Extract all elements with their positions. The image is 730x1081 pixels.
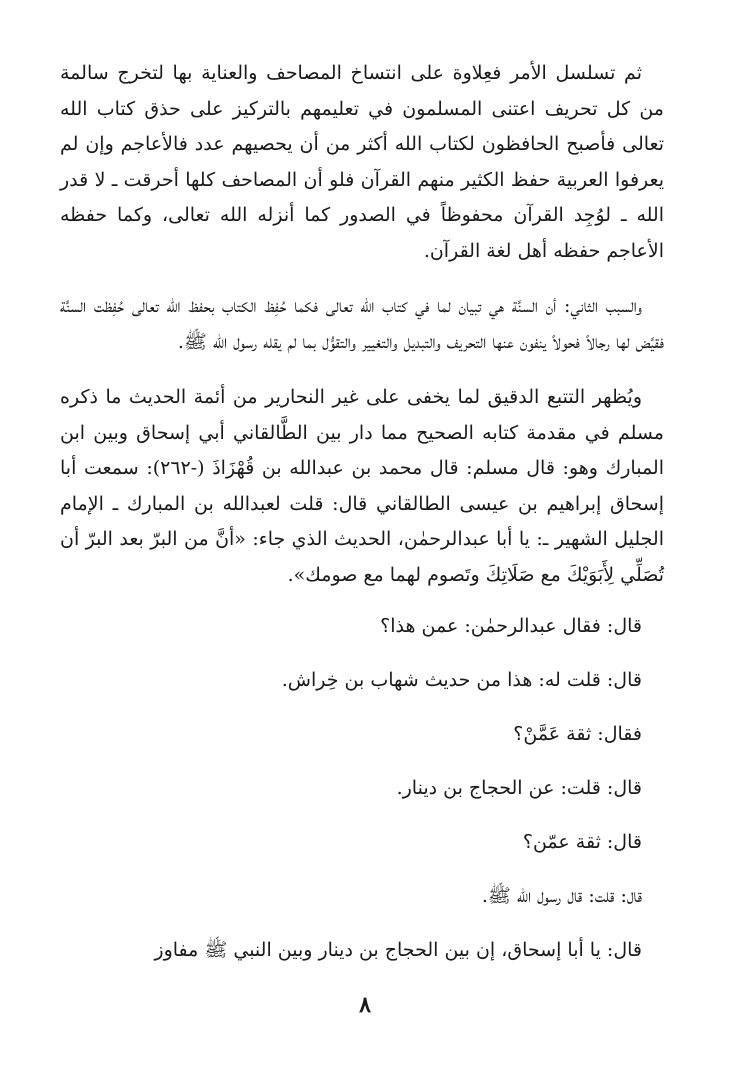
dialogue-list (60, 613, 664, 964)
dialogue-line: قال: يا أبا إسحاق، إن بين الحجاج بن دينار وبين النبي ﷺ مفاوز (154, 939, 642, 961)
dialogue-line: فقال: ثقة عَمَّنْ؟ (513, 723, 642, 745)
dialogue-line: قال: فقال عبدالرحمٰن: عمن هذا؟ (380, 615, 642, 637)
page-body (60, 56, 664, 964)
dialogue-line: قال: قلت: قال رسول الله ﷺ. (481, 885, 642, 907)
page-number: ٨ (359, 992, 371, 1018)
dialogue-line: قال: ثقة عمّن؟ (522, 831, 642, 853)
dialogue-line: قال: قلت: عن الحجاج بن دينار. (396, 777, 642, 799)
paragraph-muslim-introduction: ويُظهر التتبع الدقيق لما يخفى على غير النحارير من أئمة الحديث ما ذكره مسلم في مقدمة كتابه الصحيح مما دار بين الطَّالقاني أبي إسحاق وبين ابن المبارك وهو: قال مسلم: قال محمد بن عبدالله بن قُهْزَاذَ (-٢٦٢): سمعت أبا إسحاق إبراهيم بن عيسى الطالقاني قال: قلت لعبدالله بن المبارك ـ الإمام الجليل الشهير ـ: يا أبا عبدالرحمٰن، الحديث الذي جاء: «أنَّ من البرّ بعد البرّ أن تُصَلِّي لِأَبَوَيْكَ مع صَلَاتِكَ وتَصوم لهما مع صومك». (60, 386, 664, 586)
dialogue-line: قال: قلت له: هذا من حديث شهاب بن خِراش. (281, 669, 642, 691)
paragraph-preservation: ثم تسلسل الأمر فعِلاوة على انتساخ المصاحف والعناية بها لتخرج سالمة من كل تحريف اعتنى المسلمون في تعليمهم بالتركيز على حذق كتاب الله تعالى فأصبح الحافظون لكتاب الله أكثر من أن يحصيهم عدد فالأعاجم وإن لم يعرفوا العربية حفظ الكثير منهم القرآن فلو أن المصاحف كلها أحرقت ـ لا قدر الله ـ لوُجِد القرآن محفوظاً في الصدور كما أنزله الله تعالى، وكما حفظه الأعاجم حفظه أهل لغة القرآن. (60, 62, 664, 262)
paragraph-second-reason: والسبب الثاني: أن السنَّة هي تبيان لما في كتاب الله تعالى فكما حُفِظ الكتاب بحفظ الله تعالى حُفِظت السنَّة فقيَّض لها رجالاً فحولاً ينفون عنها التحريف والتبديل والتغيير والتقوُّل بما لم يقله رسول الله ﷺ. (60, 295, 664, 353)
